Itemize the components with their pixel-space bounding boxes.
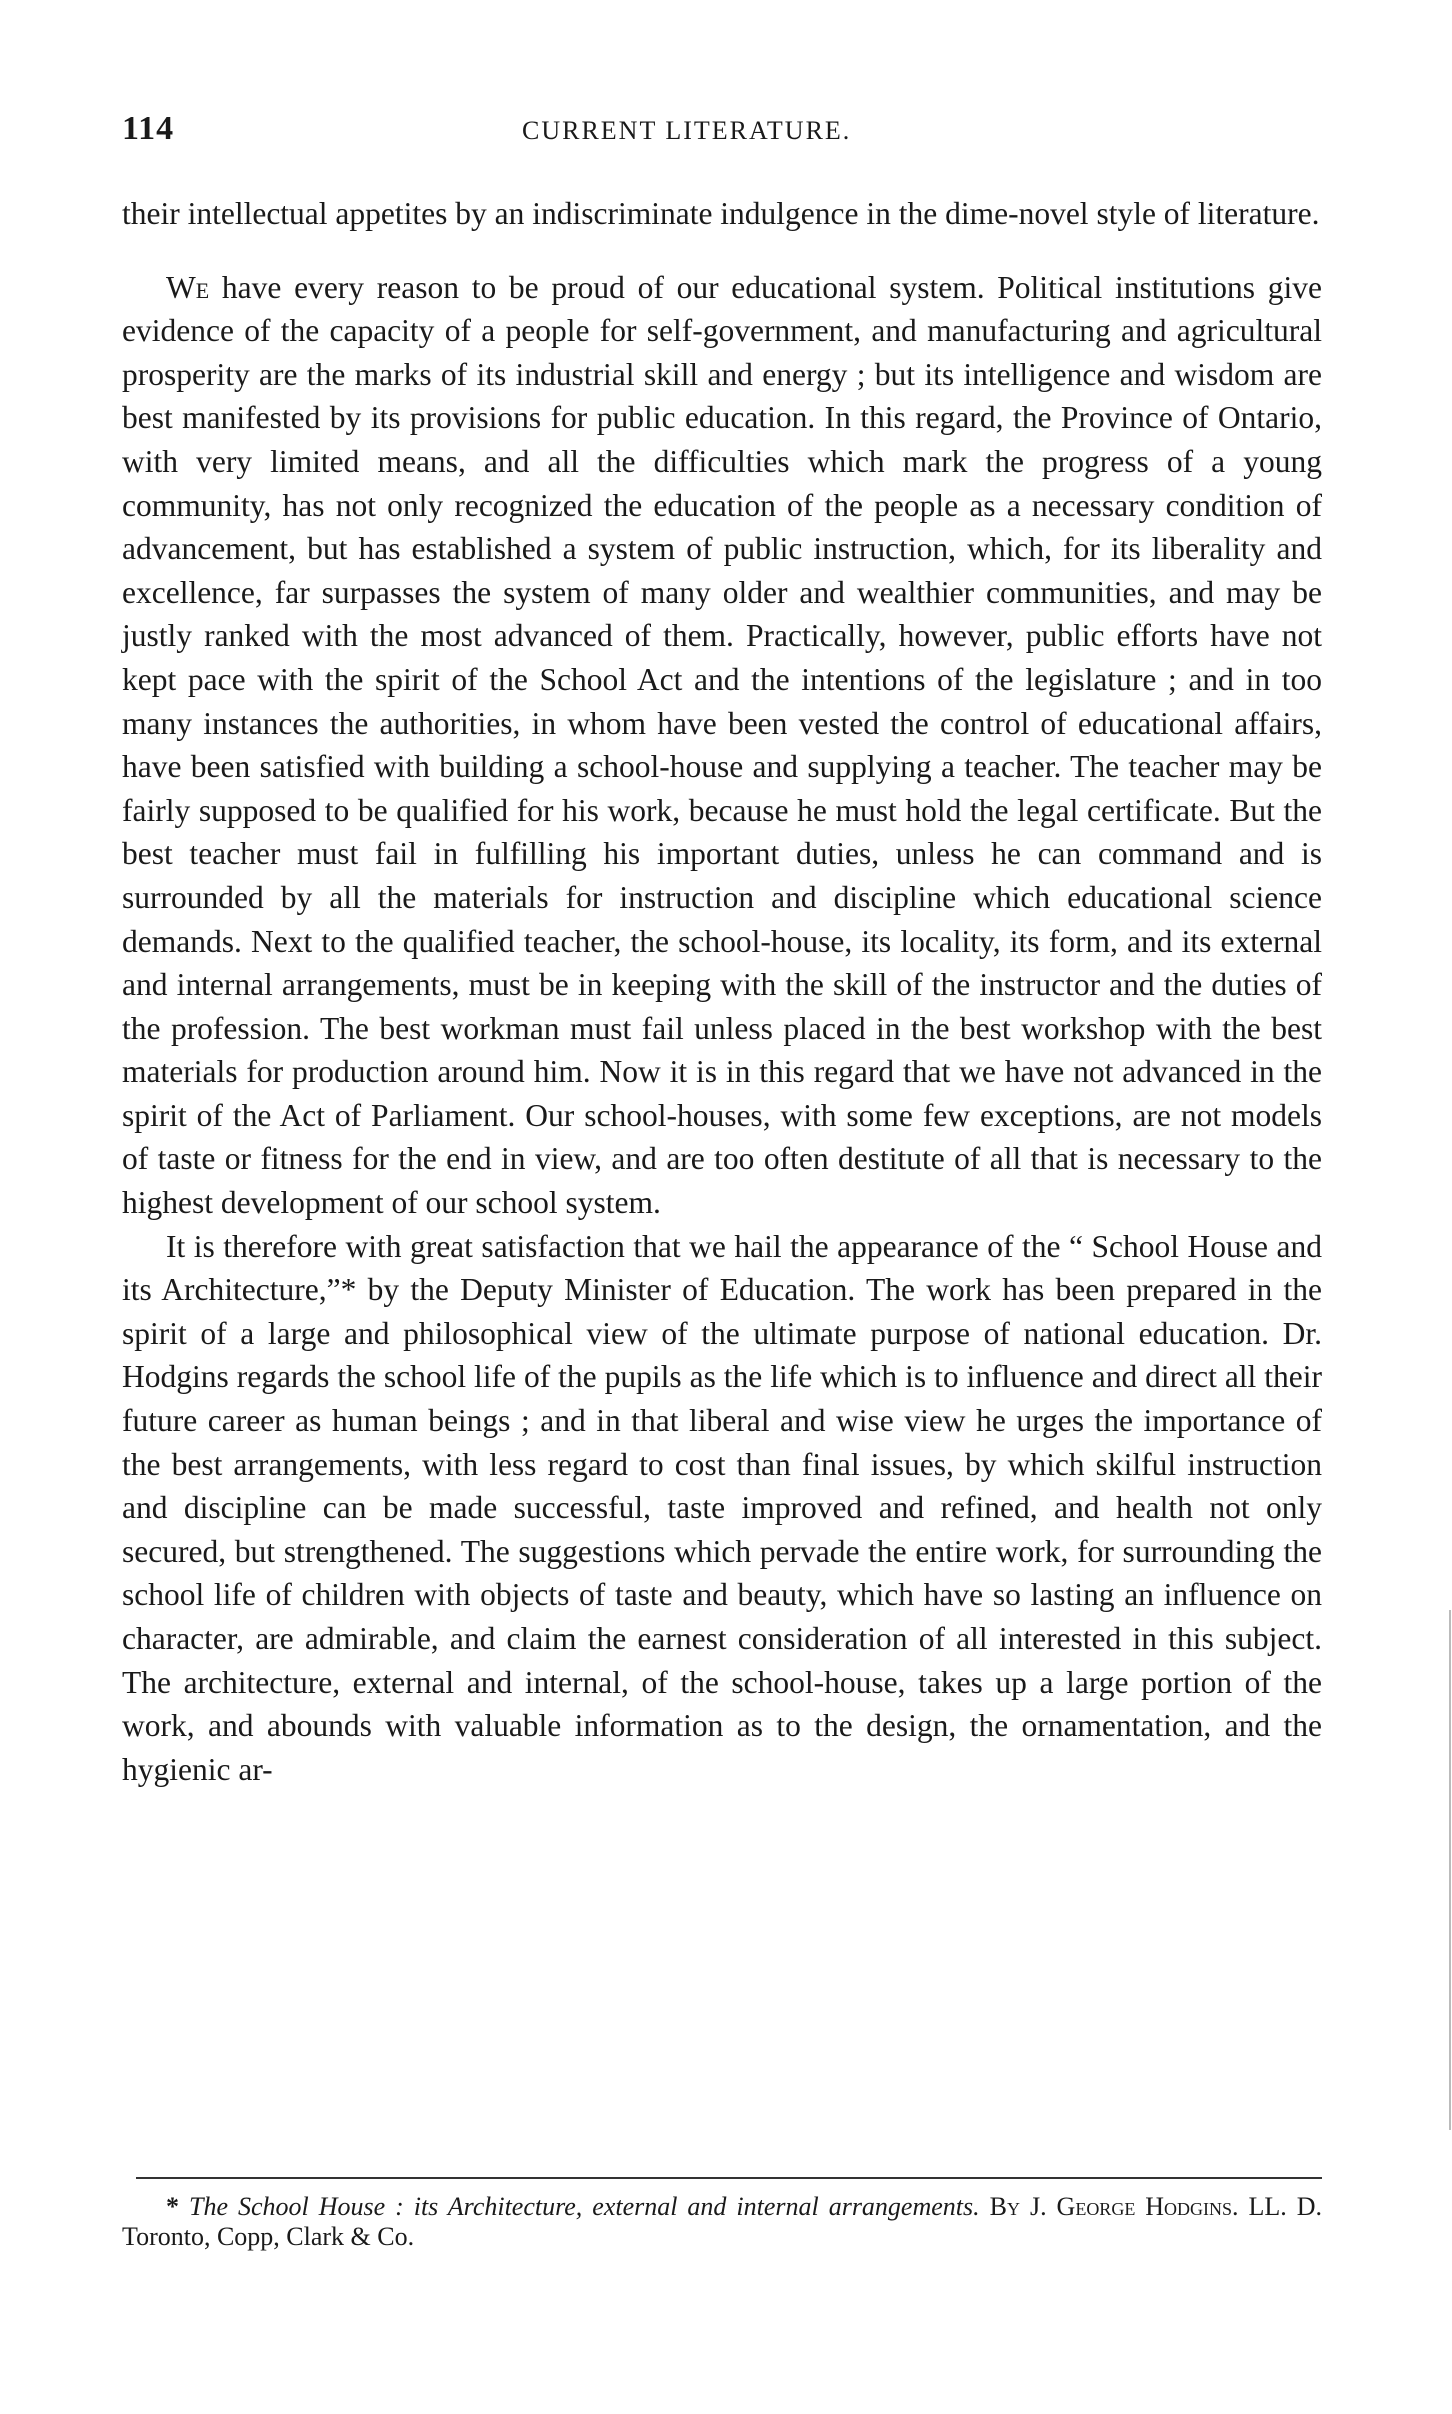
footnote-marker: * [166, 2192, 179, 2221]
footnote-by: By [989, 2192, 1020, 2221]
footnote-title: The School House : its Architecture, external and internal arrangements. [188, 2192, 980, 2221]
scan-binding-edge [1449, 1610, 1451, 2130]
footnote-publisher: Toronto, Copp, Clark & Co. [122, 2222, 415, 2251]
footnote-text [122, 2192, 1322, 2252]
paragraph-body: have every reason to be proud of our educational system. Political institutions give evidence of the capacity of a people for self-government, and manufacturing and agricultural prosperity are the marks of its industrial skill and energy ; but its intelligence and wisdom are best manifested by its provisions for public education. In this regard, the Province of Ontario, with very limited means, and all the difficulties which mark the progress of a young community, has not only recognized the education of the people as a necessary condition of advancement, but has established a system of public instruction, which, for its liberality and excellence, far surpasses the system of many older and wealthier communities, and may be justly ranked with the most advanced of them. Practically, however, public efforts have not kept pace with the spirit of the School Act and the intentions of the legislature ; and in too many instances the authorities, in whom have been vested the control of educational affairs, have been satisfied with building a school-house and supplying a teacher. The teacher may be fairly supposed to be qualified for his work, because he must hold the legal certificate. But the best teacher must fail in fulfilling his important duties, unless he can command and is surrounded by all the materials for instruction and discipline which educational science demands. Next to the qualified teacher, the school-house, its locality, its form, and its external and internal arrangements, must be in keeping with the skill of the instructor and the duties of the profession. The best workman must fail unless placed in the best workshop with the best materials for production around him. Now it is in this regard that we have not advanced in the spirit of the Act of Parliament. Our school-houses, with some few exceptions, are not models of taste or fitness for the end in view, and are too often destitute of all that is necessary to the highest development of our school system. [122, 269, 1322, 1221]
running-title: CURRENT LITERATURE. [522, 116, 852, 145]
paragraph-lead-word: We [166, 269, 210, 305]
page-number: 114 [122, 110, 175, 147]
footnote [122, 2192, 1322, 2252]
footnote-divider [136, 2177, 1322, 2179]
paragraph-educational-system [122, 266, 1322, 1225]
footnote-author: J. George Hodgins. LL. D. [1029, 2192, 1323, 2221]
running-head [122, 110, 1322, 160]
paragraph-continuation: their intellectual appetites by an indiscriminate indulgence in the dime-novel style of literature. [122, 196, 1320, 231]
paragraph-school-house-review: It is therefore with great satisfaction that we hail the appearance of the “ School House and its Architecture,”* by the Deputy Minister of Education. The work has been prepared in the spirit of a large and philosophical view of the ultimate purpose of national education. Dr. Hodgins regards the school life of the pupils as the life which is to influence and direct all their future career as human beings ; and in that liberal and wise view he urges the importance of the best arrangements, with less regard to cost than final issues, by which skilful instruction and discipline can be made successful, taste improved and refined, and health not only secured, but strengthened. The suggestions which pervade the entire work, for surrounding the school life of children with objects of taste and beauty, which have so lasting an influence on character, are admirable, and claim the earnest consideration of all interested in this subject. The architecture, external and internal, of the school-house, takes up a large portion of the work, and abounds with valuable information as to the design, the ornamentation, and the hygienic ar- [122, 1228, 1322, 1787]
body-text [122, 192, 1322, 1791]
